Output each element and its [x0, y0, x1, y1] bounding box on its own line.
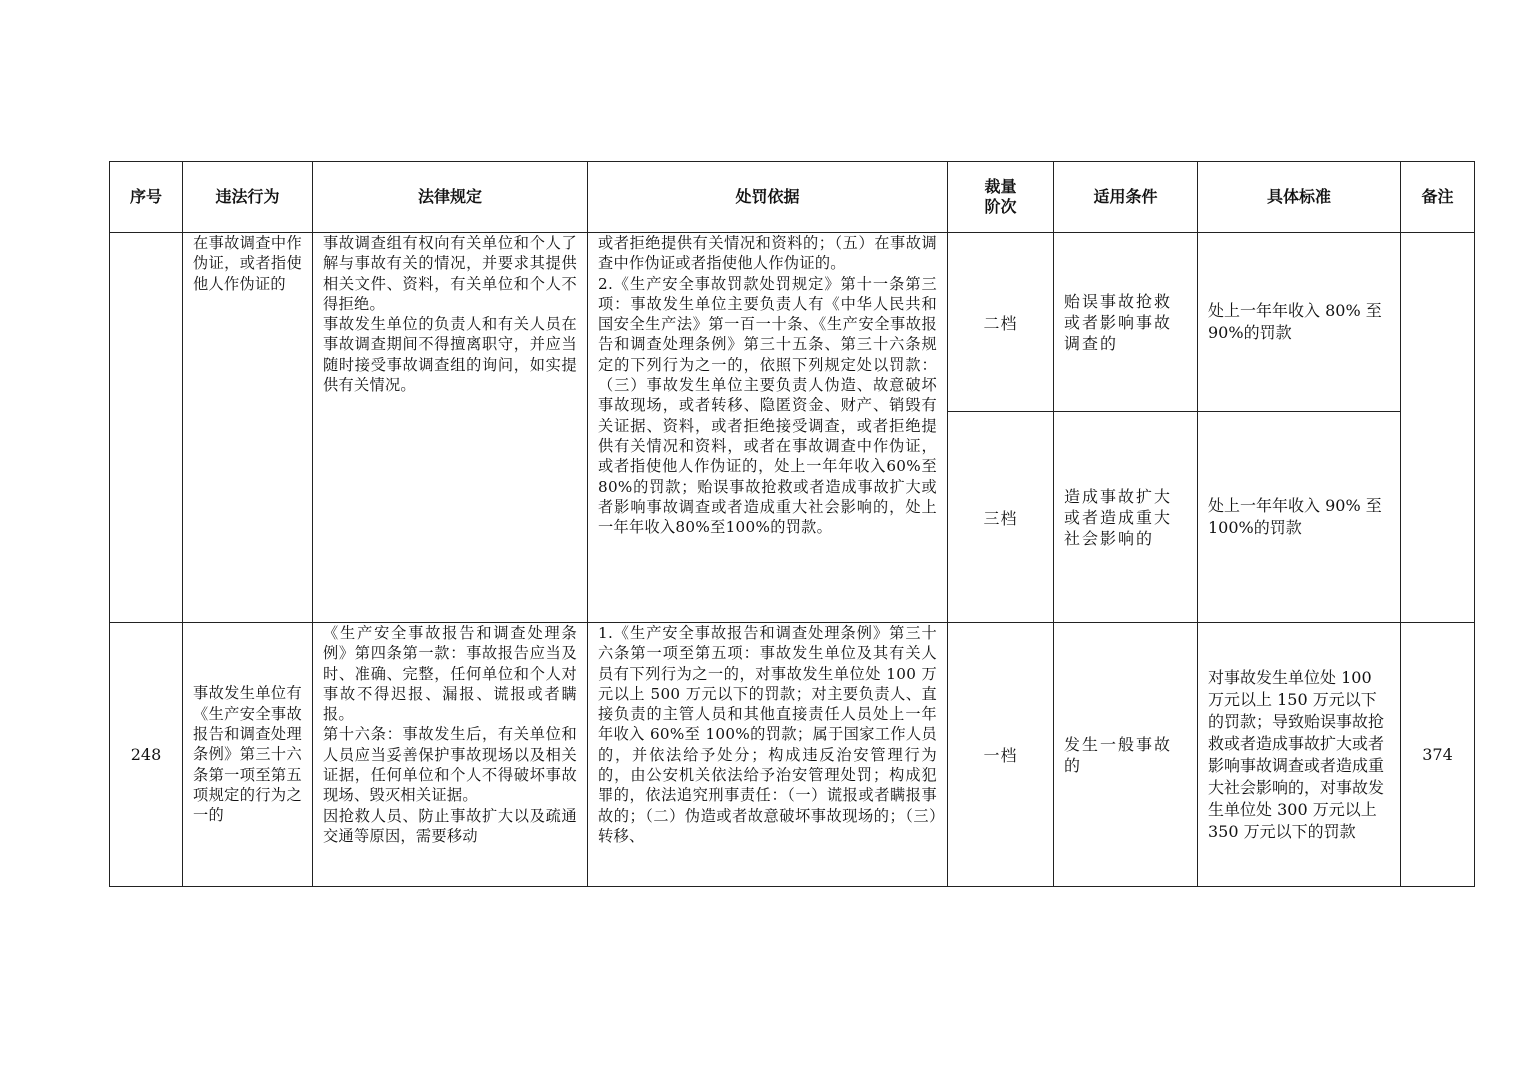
row-a-behavior-cell	[183, 233, 313, 623]
row-a-tier1-condition-cell	[1054, 233, 1198, 412]
table-row	[110, 623, 1475, 887]
row-a-basis-p1: 或者拒绝提供有关情况和资料的；（五）在事故调查中作伪证或者指使他人作伪证的。	[598, 234, 937, 273]
row-b-grade: 一档	[948, 623, 1054, 887]
row-b-behavior: 事故发生单位有《生产安全事故报告和调查处理条例》第三十六条第一项至第五项规定的行为之一的	[193, 684, 302, 825]
header-basis: 处罚依据	[588, 162, 948, 233]
row-a-law-cell	[313, 233, 588, 623]
header-behavior: 违法行为	[183, 162, 313, 233]
row-b-seq: 248	[110, 623, 183, 887]
header-condition: 适用条件	[1054, 162, 1198, 233]
header-row	[110, 162, 1475, 233]
row-a-law	[313, 233, 587, 395]
row-a-remark	[1401, 233, 1475, 623]
row-b-basis	[588, 623, 947, 846]
row-b-basis-p1: 1.《生产安全事故报告和调查处理条例》第三十六条第一项至第五项：事故发生单位及其有关人员有下列行为之一的，对事故发生单位处 100 万元以上 500 万元以下的罚款；对主要负责人、直接负责的主管人员和其他直接责任人员处上一年年收入 60%至 100%的罚款；属于国家工作人员的，并依法给予处分；构成违反治安管理行为的，由公安机关依法给予治安管理处罚；构成犯罪的，依法追究刑事责任：（一）谎报或者瞒报事故的；（二）伪造或者故意破坏事故现场的；（三）转移、	[598, 624, 937, 845]
header-grade-line1: 裁量	[984, 177, 1017, 196]
row-b-standard: 对事故发生单位处 100 万元以上 150 万元以下的罚款；导致贻误事故抢救或者造成事故扩大或者影响事故调查或者造成重大社会影响的，对事故发生单位处 300 万元以上 350 万元以下的罚款	[1208, 667, 1385, 841]
row-a-tier2-standard-cell	[1198, 412, 1401, 623]
header-remark: 备注	[1401, 162, 1475, 233]
header-grade	[948, 162, 1054, 233]
row-a-behavior: 在事故调查中作伪证，或者指使他人作伪证的	[193, 234, 302, 293]
row-b-standard-cell	[1198, 623, 1401, 887]
row-a-basis-cell	[588, 233, 948, 623]
row-a-tier2-grade: 三档	[948, 412, 1054, 623]
row-a-tier2-standard: 处上一年年收入 90% 至 100%的罚款	[1208, 496, 1382, 537]
row-b-law-cell	[313, 623, 588, 887]
header-law: 法律规定	[313, 162, 588, 233]
row-a-basis	[588, 233, 947, 537]
row-a-basis-p2: 2.《生产安全事故罚款处罚规定》第十一条第三项：事故发生单位主要负责人有《中华人民共和国安全生产法》第一百一十条、《生产安全事故报告和调查处理条例》第三十五条、第三十六条规定的下列行为之一的，依照下列规定处以罚款：（三）事故发生单位主要负责人伪造、故意破坏事故现场，或者转移、隐匿资金、财产、销毁有关证据、资料，或者拒绝接受调查，或者拒绝提供有关情况和资料，或者在事故调查中作伪证，或者指使他人作伪证的，处上一年年收入60%至80%的罚款；贻误事故抢救或者造成事故扩大或者影响事故调查或者造成重大社会影响的，处上一年年收入80%至100%的罚款。	[598, 274, 937, 537]
row-a-tier1-grade: 二档	[948, 233, 1054, 412]
table-row	[110, 233, 1475, 412]
row-a-law-p1: 事故调查组有权向有关单位和个人了解与事故有关的情况，并要求其提供相关文件、资料，有关单位和个人不得拒绝。	[323, 234, 577, 313]
row-a-tier1-condition: 贻误事故抢救或者影响事故调查的	[1064, 291, 1173, 353]
row-a-tier2-condition: 造成事故扩大或者造成重大社会影响的	[1064, 486, 1173, 548]
row-b-law-p3: 因抢救人员、防止事故扩大以及疏通交通等原因，需要移动	[323, 806, 577, 845]
row-b-law-p1: 《生产安全事故报告和调查处理条例》第四条第一款：事故报告应当及时、准确、完整，任何单位和个人对事故不得迟报、漏报、谎报或者瞒报。	[323, 624, 577, 724]
row-a-seq	[110, 233, 183, 623]
row-b-condition: 发生一般事故的	[1064, 734, 1173, 775]
row-a-law-p2: 事故发生单位的负责人和有关人员在事故调查期间不得擅离职守，并应当随时接受事故调查组的询问，如实提供有关情况。	[323, 315, 577, 395]
row-a-tier2-condition-cell	[1054, 412, 1198, 623]
row-a-tier1-standard-cell	[1198, 233, 1401, 412]
row-b-remark: 374	[1401, 623, 1475, 887]
row-a-tier1-standard: 处上一年年收入 80% 至 90%的罚款	[1208, 301, 1382, 342]
header-grade-line2: 阶次	[984, 197, 1017, 216]
penalty-table	[109, 161, 1475, 887]
row-b-law	[313, 623, 587, 846]
row-b-basis-cell	[588, 623, 948, 887]
header-seq: 序号	[110, 162, 183, 233]
row-b-condition-cell	[1054, 623, 1198, 887]
row-b-behavior-cell	[183, 623, 313, 887]
row-b-law-p2: 第十六条：事故发生后，有关单位和人员应当妥善保护事故现场以及相关证据，任何单位和个人不得破坏事故现场、毁灭相关证据。	[323, 725, 577, 805]
header-standard: 具体标准	[1198, 162, 1401, 233]
